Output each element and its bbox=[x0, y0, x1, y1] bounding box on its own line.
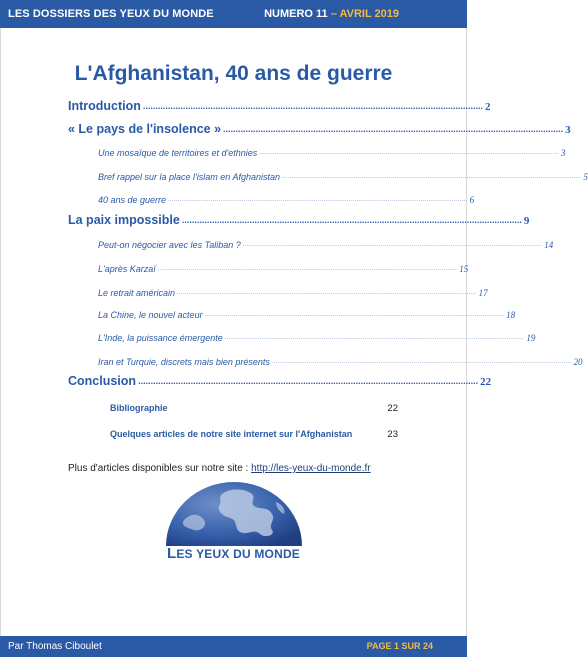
logo-wordmark bbox=[0, 545, 467, 562]
toc-entry-inde[interactable] bbox=[98, 333, 536, 343]
toc-entry-taliban[interactable] bbox=[98, 240, 554, 250]
toc-page: 22 bbox=[480, 376, 492, 388]
toc-leader: ........................................................................................................................................ bbox=[223, 124, 564, 134]
header-bar bbox=[0, 0, 467, 28]
issue-info bbox=[264, 8, 399, 20]
toc-leader: .......................................................................................................................................................... bbox=[271, 358, 572, 365]
logo-initial: L bbox=[166, 545, 177, 562]
toc-leader: .......................................................................................................................................................... bbox=[168, 196, 468, 203]
toc-page: 17 bbox=[478, 288, 488, 298]
more-articles-line bbox=[68, 463, 371, 474]
toc-entry-karzai[interactable] bbox=[98, 264, 469, 274]
toc-label: L'après Karzaï bbox=[98, 264, 156, 274]
more-articles-text: Plus d'articles disponibles sur notre site : bbox=[68, 463, 252, 474]
toc-entry-articles-site[interactable] bbox=[110, 429, 398, 439]
toc-label: 40 ans de guerre bbox=[98, 195, 167, 205]
toc-label: Iran et Turquie, discrets mais bien présents bbox=[98, 357, 270, 367]
toc-entry-islam[interactable] bbox=[98, 172, 588, 182]
toc-leader: .......................................................................................................................................................... bbox=[281, 173, 582, 180]
toc-page: 20 bbox=[573, 357, 583, 367]
toc-entry-mosaique[interactable] bbox=[98, 148, 566, 158]
toc-page: 9 bbox=[523, 215, 530, 227]
toc-label: Peut-on négocier avec les Taliban ? bbox=[98, 240, 241, 250]
toc-page: 15 bbox=[459, 264, 469, 274]
toc-label: Bibliographie bbox=[110, 403, 168, 413]
toc-leader: .......................................................................................................................................................... bbox=[224, 334, 525, 341]
toc-page: 18 bbox=[506, 310, 516, 320]
issue-month: AVRIL 2019 bbox=[339, 8, 399, 20]
toc-leader: .......................................................................................................................................................... bbox=[204, 311, 505, 318]
toc-page: 22 bbox=[387, 403, 398, 414]
toc-entry-chine[interactable] bbox=[98, 310, 516, 320]
toc-leader: ........................................................................................................................................ bbox=[181, 215, 522, 225]
author: Par Thomas Ciboulet bbox=[8, 641, 102, 652]
footer-bar bbox=[0, 636, 467, 657]
toc-entry-paix-impossible[interactable] bbox=[68, 213, 530, 227]
toc-label: L'Inde, la puissance émergente bbox=[98, 333, 223, 343]
toc-entry-iran-turquie[interactable] bbox=[98, 357, 583, 367]
publication-name: LES DOSSIERS DES YEUX DU MONDE bbox=[8, 8, 214, 20]
toc-label: « Le pays de l'insolence » bbox=[68, 122, 222, 136]
toc-entry-retrait[interactable] bbox=[98, 288, 488, 298]
website-link[interactable]: http://les-yeux-du-monde.fr bbox=[251, 463, 371, 474]
logo-name: ES YEUX DU MONDE bbox=[176, 547, 301, 561]
issue-number: NUMERO 11 bbox=[264, 8, 328, 20]
toc-page: 2 bbox=[484, 101, 491, 113]
toc-entry-pays-insolence[interactable] bbox=[68, 122, 571, 136]
toc-label: Quelques articles de notre site internet sur l'Afghanistan bbox=[110, 429, 353, 439]
toc-page: 23 bbox=[387, 429, 398, 440]
toc-leader: ........................................................................................................................................ bbox=[142, 101, 483, 111]
toc-label: Introduction bbox=[68, 99, 141, 113]
toc-leader: .......................................................................................................................................................... bbox=[177, 289, 477, 296]
toc-page: 19 bbox=[526, 333, 536, 343]
toc-page: 3 bbox=[560, 148, 566, 158]
page-count: PAGE 1 SUR 24 bbox=[366, 641, 433, 651]
toc-entry-40-ans[interactable] bbox=[98, 195, 475, 205]
toc-page: 5 bbox=[583, 172, 588, 182]
toc-leader: ........................................................................................................................................ bbox=[138, 376, 479, 386]
toc-page: 6 bbox=[469, 195, 475, 205]
toc-label: Bref rappel sur la place l'islam en Afghanistan bbox=[98, 172, 280, 182]
toc-leader: .......................................................................................................................................................... bbox=[242, 241, 543, 248]
issue-separator: – bbox=[327, 8, 340, 20]
toc-label: Conclusion bbox=[68, 374, 137, 388]
document-title: L'Afghanistan, 40 ans de guerre bbox=[74, 62, 393, 85]
toc-page: 14 bbox=[544, 240, 554, 250]
toc-label: La Chine, le nouvel acteur bbox=[98, 310, 203, 320]
toc-entry-conclusion[interactable] bbox=[68, 374, 492, 388]
toc-label: La paix impossible bbox=[68, 213, 180, 227]
toc-entry-bibliographie[interactable] bbox=[110, 403, 398, 413]
toc-page: 3 bbox=[565, 124, 571, 136]
toc-leader: .......................................................................................................................................................... bbox=[157, 265, 458, 272]
toc-leader: .......................................................................................................................................................... bbox=[259, 149, 559, 156]
toc-label: Une mosaïque de territoires et d'ethnies bbox=[98, 148, 258, 158]
toc-label: Le retrait américain bbox=[98, 288, 176, 298]
toc-entry-introduction[interactable] bbox=[68, 99, 491, 113]
